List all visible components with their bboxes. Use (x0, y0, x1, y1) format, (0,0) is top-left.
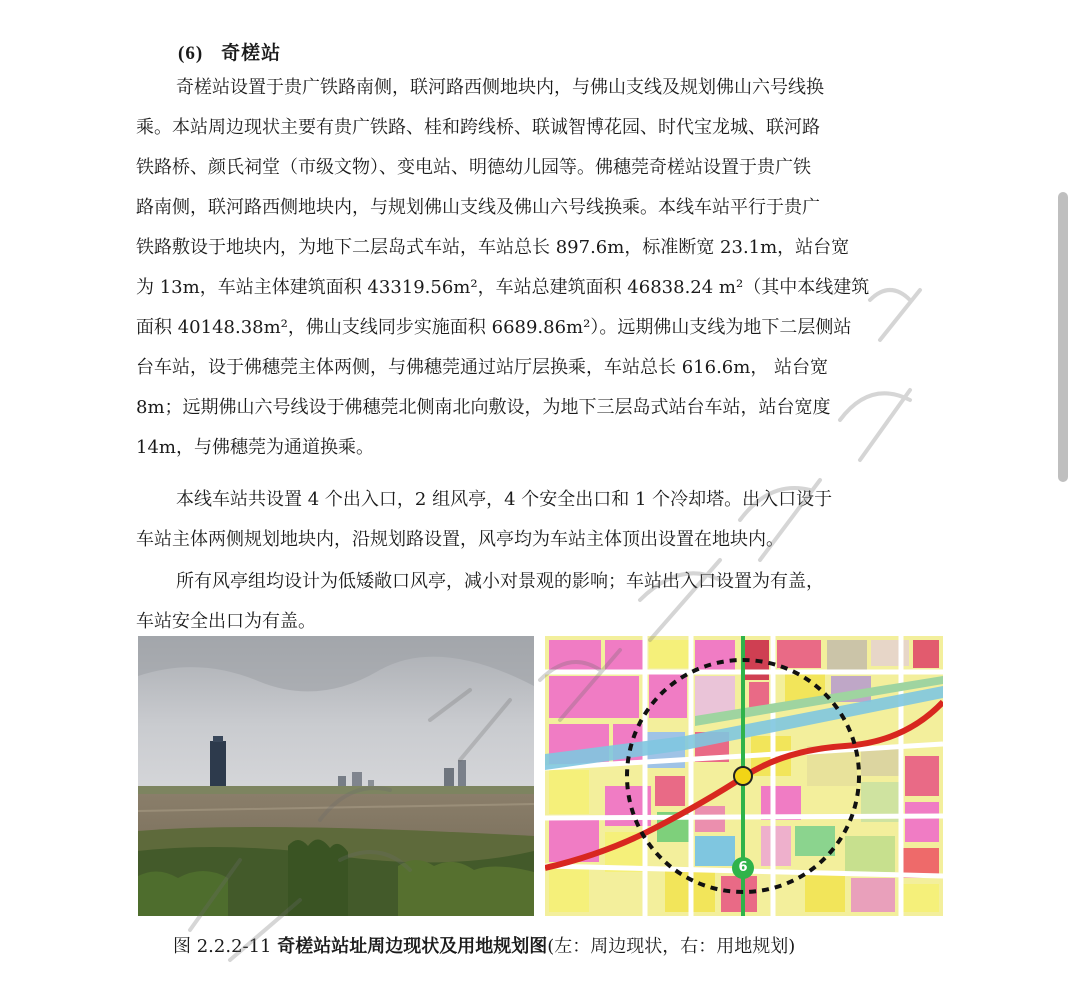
vertical-scrollbar[interactable] (1058, 192, 1068, 482)
figure-subtitle: (左：周边现状，右：用地规划) (547, 936, 796, 957)
site-photo (138, 636, 534, 916)
paragraph-line: 路南侧，联河路西侧地块内，与规划佛山支线及佛山六号线换乘。本线车站平行于贵广 (136, 197, 820, 218)
figure-title: 奇槎站站址周边现状及用地规划图 (277, 936, 548, 957)
paragraph-line: 为 13m，车站主体建筑面积 43319.56m²，车站总建筑面积 46838.24 m²（其中本线建筑 (136, 277, 870, 298)
paragraph-station-description (136, 68, 948, 468)
section-number: (6) (178, 43, 204, 64)
paragraph-line: 台车站，设于佛穗莞主体两侧，与佛穗莞通过站厅层换乘，车站总长 616.6m， 站台宽 (136, 357, 829, 378)
paragraph-line: 8m；远期佛山六号线设于佛穗莞北侧南北向敷设，为地下三层岛式站台车站，站台宽度 (136, 397, 831, 418)
paragraph-ventilation (136, 562, 948, 642)
line-6-badge: 6 (738, 860, 748, 875)
paragraph-line: 车站主体两侧规划地块内，沿规划路设置，风亭均为车站主体顶出设置在地块内。 (136, 529, 784, 550)
section-heading (178, 38, 281, 65)
section-title: 奇槎站 (221, 42, 282, 64)
paragraph-line: 所有风亭组均设计为低矮敞口风亭，减小对景观的影响；车站出入口设置为有盖， (176, 571, 824, 592)
paragraph-line: 本线车站共设置 4 个出入口，2 组风亭，4 个安全出口和 1 个冷却塔。出入口设于 (176, 489, 833, 510)
paragraph-line: 奇槎站设置于贵广铁路南侧，联河路西侧地块内，与佛山支线及规划佛山六号线换 (176, 77, 824, 98)
paragraph-entrances (136, 480, 948, 560)
paragraph-line: 铁路敷设于地块内，为地下二层岛式车站，车站总长 897.6m，标准断宽 23.1m，站台宽 (136, 237, 850, 258)
paragraph-line: 14m，与佛穗莞为通道换乘。 (136, 437, 374, 458)
paragraph-line: 铁路桥、颜氏祠堂（市级文物）、变电站、明德幼儿园等。佛穗莞奇槎站设置于贵广铁 (136, 157, 811, 178)
land-use-map (545, 636, 943, 916)
paragraph-line: 车站安全出口为有盖。 (136, 611, 316, 632)
figure-caption (173, 932, 795, 958)
paragraph-line: 面积 40148.38m²，佛山支线同步实施面积 6689.86m²）。远期佛山支线为地下二层侧站 (136, 317, 852, 338)
figure-number: 图 2.2.2-11 (173, 936, 278, 957)
paragraph-line: 乘。本站周边现状主要有贵广铁路、桂和跨线桥、联诚智博花园、时代宝龙城、联河路 (136, 117, 820, 138)
